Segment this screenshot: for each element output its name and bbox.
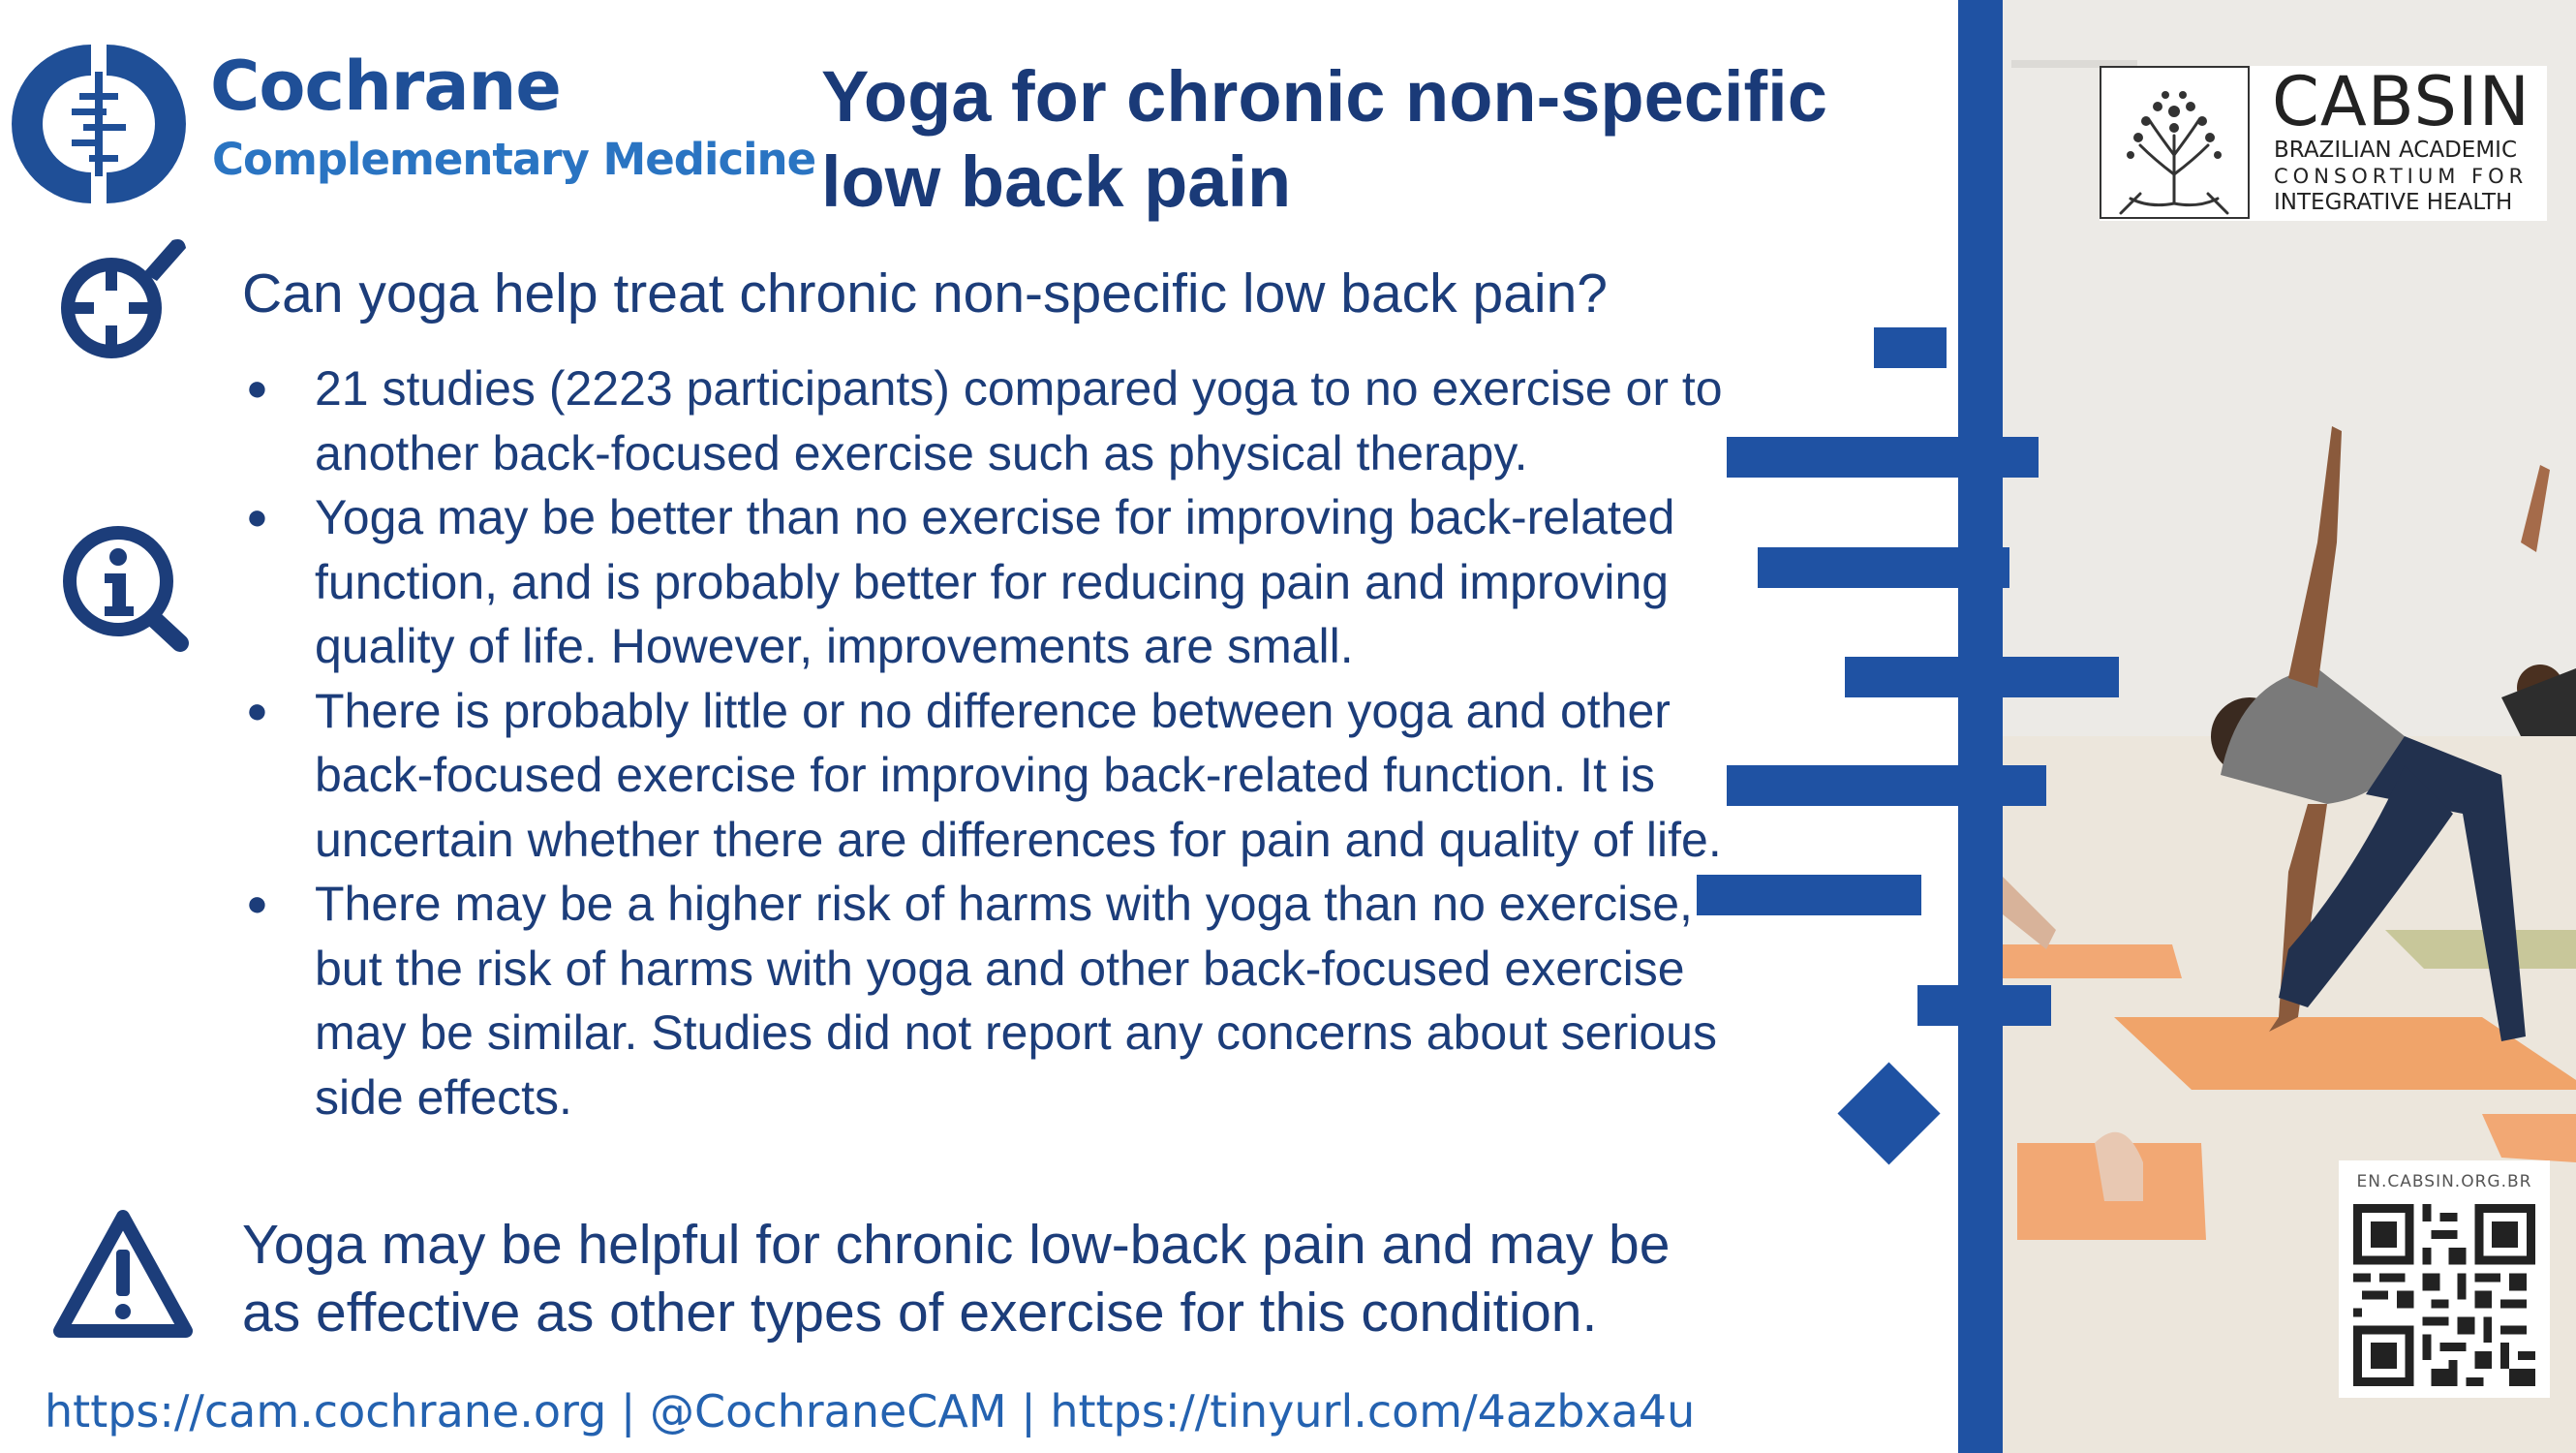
cabsin-logo [2100,62,2547,221]
list-item [240,679,1732,873]
decor-bar [1917,985,2051,1026]
footer-links[interactable]: https://cam.cochrane.org | @CochraneCAM | https://tinyurl.com/4azbxa4u [45,1385,1696,1438]
partner-line-3: INTEGRATIVE HEALTH [2274,190,2513,215]
bullet-text: 21 studies (2223 participants) compared yoga to no exercise or to another back-focused exercise such as physical therapy. [315,361,1723,480]
bullet-dot: ● [246,690,268,731]
list-item [240,485,1732,679]
findings-list [240,356,1732,1129]
decor-bar [1874,327,1947,368]
question-heading: Can yoga help treat chronic non-specific low back pain? [242,263,1608,325]
brand-subtitle: Complementary Medicine [212,134,816,185]
decor-bar [1758,547,2009,588]
partner-name: CABSIN [2272,62,2530,141]
decor-bar [1727,437,2039,478]
partner-line-1: BRAZILIAN ACADEMIC [2274,138,2518,163]
list-item [240,872,1732,1129]
bullet-dot: ● [246,368,268,409]
info-magnifier-icon [60,523,191,659]
tree-icon [2101,68,2248,217]
bullet-text: There is probably little or no difference between yoga and other back-focused exercise for improving back-related function. It is uncertain whether there are differences for pain and quality of life. [315,683,1722,867]
cochrane-logo [12,37,816,211]
decor-diamond [1837,1062,1940,1164]
bullet-text: There may be a higher risk of harms with yoga than no exercise, but the risk of harms with yoga and other back-focused exercise may be similar. Studies did not report any concerns about serious side effects. [315,877,1717,1125]
bullet-text: Yoga may be better than no exercise for improving back-related function, and is probably better for reducing pain and improving quality of life. However, improvements are small. [315,490,1675,673]
cochrane-logo-icon [12,37,186,211]
tree-logo-box [2100,66,2250,219]
conclusion-text: Yoga may be helpful for chronic low-back pain and may be as effective as other types of exercise for this condition. [242,1214,1671,1344]
title-line-2: low back pain [821,141,1292,222]
page-title [821,54,1916,225]
decor-bar [1845,657,2119,697]
brand-name: Cochrane [210,46,561,126]
qr-code-icon [2353,1204,2535,1386]
bullet-dot: ● [246,497,268,538]
decor-bar [1727,765,2046,806]
magnifier-target-icon [48,231,194,376]
vertical-divider [1958,0,2003,1453]
list-item [240,356,1732,485]
bullet-dot: ● [246,883,268,924]
qr-card[interactable] [2339,1160,2550,1398]
title-line-1: Yoga for chronic non-specific [821,56,1827,137]
warning-triangle-icon [50,1207,196,1343]
partner-line-2: CONSORTIUM FOR [2274,165,2529,188]
partner-url: EN.CABSIN.ORG.BR [2356,1172,2532,1191]
decor-bar [1697,875,1921,915]
